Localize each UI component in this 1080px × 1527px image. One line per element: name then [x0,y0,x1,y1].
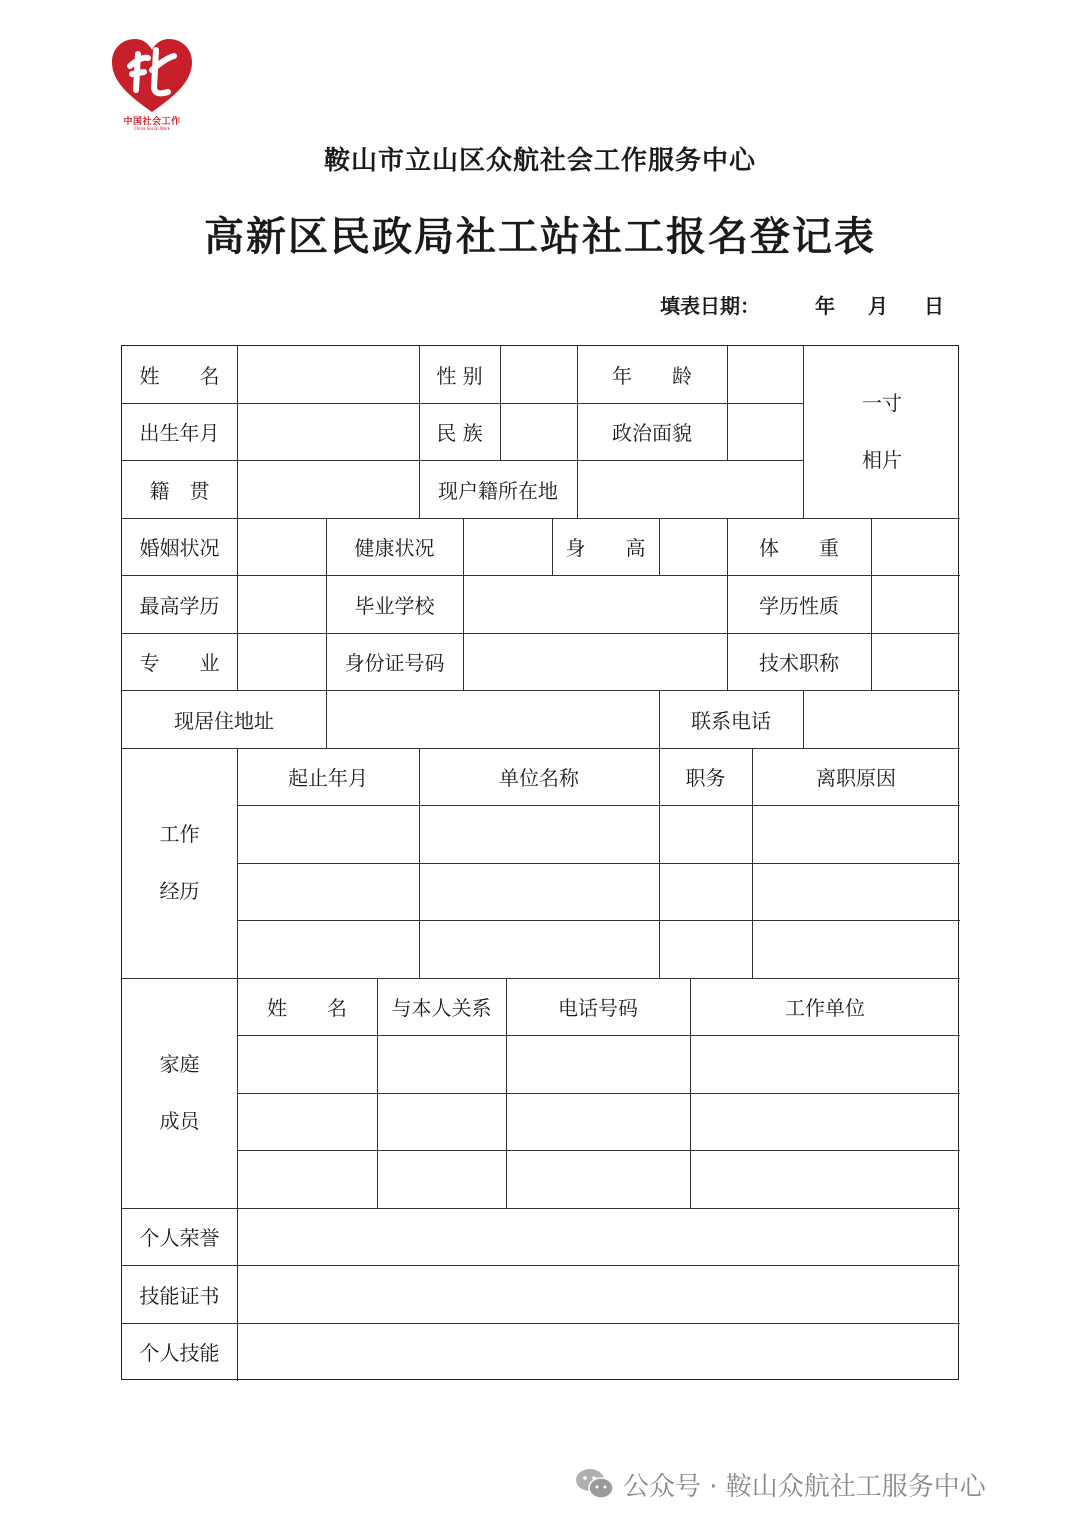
weight-label: 体 重 [759,536,839,560]
family-label-line2: 成员 [159,1109,200,1133]
birth-field[interactable] [238,403,419,460]
date-year: 年 [815,294,835,318]
native-place-label: 籍 贯 [149,478,210,503]
photo-box[interactable] [804,375,960,489]
political-label: 政治面貌 [612,421,692,445]
ethnicity-field[interactable] [501,403,577,460]
family-header-phone: 电话号码 [558,996,638,1020]
photo-label-line2: 相片 [862,448,902,472]
work-header-period: 起止年月 [288,766,368,790]
certificates-field[interactable] [238,1265,960,1323]
tech-title-label: 技术职称 [759,651,839,675]
date-label: 填表日期： [660,294,760,318]
work-header-position: 职务 [685,766,726,790]
family-header-name: 姓 名 [267,996,347,1020]
skills-field[interactable] [238,1323,960,1380]
marital-field[interactable] [238,518,326,575]
edu-type-field[interactable] [872,575,960,633]
family-header-relation: 与本人关系 [391,996,492,1020]
family-members-label [122,1036,237,1150]
watermark-text: 公众号 · 鞍山众航社工服务中心 [623,1471,986,1502]
work-header-reason: 离职原因 [816,766,896,790]
phone-field[interactable] [804,690,960,748]
weight-field[interactable] [872,518,960,575]
school-field[interactable] [464,575,727,633]
date-month: 月 [868,294,888,318]
gender-label: 性 别 [436,364,483,388]
organization-logo [108,36,196,136]
logo-text-en: China Social Work [134,126,170,131]
honors-field[interactable] [238,1208,960,1265]
work-label-line2: 经历 [159,879,200,903]
age-field[interactable] [728,346,803,403]
major-field[interactable] [238,633,326,690]
tech-title-field[interactable] [872,633,960,690]
family-header-employer: 工作单位 [785,996,865,1020]
age-label: 年 龄 [612,364,692,388]
ethnicity-label: 民 族 [436,421,483,445]
household-field[interactable] [578,460,803,518]
organization-name: 鞍山市立山区众航社会工作服务中心 [323,146,756,176]
id-number-label: 身份证号码 [344,651,445,675]
form-title: 高新区民政局社工站社工报名登记表 [204,213,876,260]
photo-label-line1: 一寸 [862,391,902,415]
row-line [237,920,960,921]
wechat-icon [575,1467,615,1501]
logo-text-cn: 中国社会工作 [123,117,181,127]
row-line [237,1093,960,1094]
row-line [237,1150,960,1151]
heart-logo-icon [108,36,196,116]
date-day: 日 [924,294,944,318]
family-label-line1: 家庭 [159,1052,200,1076]
marital-label: 婚姻状况 [139,536,220,560]
certificates-label: 技能证书 [139,1283,220,1308]
honors-label: 个人荣誉 [139,1226,220,1250]
work-experience-label [122,806,237,920]
edu-type-label: 学历性质 [759,593,839,618]
id-number-field[interactable] [464,633,727,690]
row-line [237,863,960,864]
education-label: 最高学历 [139,593,220,618]
skills-label: 个人技能 [139,1341,220,1365]
school-label: 毕业学校 [354,593,435,618]
work-label-line1: 工作 [159,822,200,846]
height-field[interactable] [660,518,727,575]
name-field[interactable] [238,346,419,403]
wechat-watermark [575,1462,986,1506]
address-field[interactable] [327,690,659,748]
native-place-field[interactable] [238,460,419,518]
birth-label: 出生年月 [139,421,220,445]
height-label: 身 高 [565,536,646,560]
phone-label: 联系电话 [691,708,771,733]
household-label: 现户籍所在地 [438,478,558,503]
political-field[interactable] [728,403,803,460]
row-line [237,805,960,806]
address-label: 现居住地址 [174,708,274,733]
education-field[interactable] [238,575,326,633]
gender-field[interactable] [501,346,577,403]
health-field[interactable] [464,518,552,575]
health-label: 健康状况 [354,536,435,560]
row-line [237,1035,960,1036]
work-header-employer: 单位名称 [499,766,579,790]
major-label: 专 业 [139,651,220,675]
name-label: 姓 名 [139,364,220,388]
registration-form [121,345,959,1380]
